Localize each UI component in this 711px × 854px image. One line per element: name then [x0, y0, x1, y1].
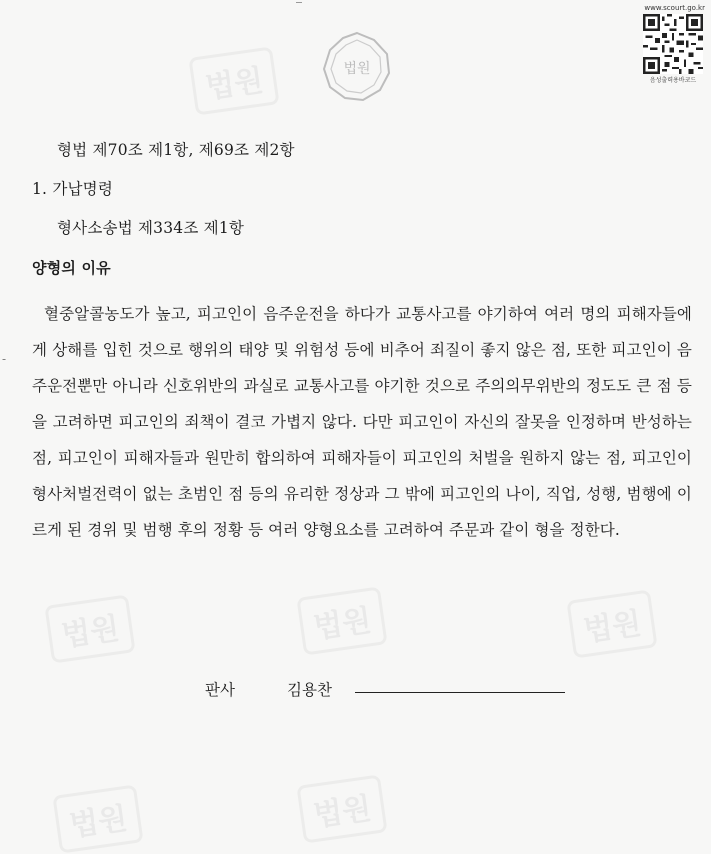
seal-text: 법원 [343, 61, 371, 77]
sentencing-reason-heading: 양형의 이유 [32, 259, 111, 277]
provisional-payment-heading: 1. 가납명령 [32, 180, 114, 198]
judge-name: 김용찬 [287, 681, 332, 699]
margin-mark: - [2, 352, 7, 366]
court-seal-icon [320, 30, 394, 104]
judge-title: 판사 [205, 681, 235, 699]
court-seal [320, 30, 394, 104]
court-watermark: 법원 [44, 594, 135, 663]
page-mark [296, 2, 302, 9]
sentencing-reason-paragraph [32, 296, 692, 548]
court-watermark: 법원 [566, 589, 657, 658]
law-reference-2: 형사소송법 제334조 제1항 [57, 219, 245, 237]
court-watermark: 법원 [52, 784, 143, 853]
qr-code-block [641, 4, 705, 84]
court-watermark: 법원 [188, 46, 279, 115]
law-reference-1: 형법 제70조 제1항, 제69조 제2항 [57, 141, 295, 159]
court-watermark: 법원 [296, 774, 387, 843]
paragraph-text: 혈중알콜농도가 높고, 피고인이 음주운전을 하다가 교통사고를 야기하여 여러 명의 피해자들에게 상해를 입힌 것으로 행위의 태양 및 위험성 등에 비추어 죄질이 좋지 않은 점, 또한 피고인이 음주운전뿐만 아니라 신호위반의 과실로 교통사고를 야기한 것으로 주의의무위반의 정도도 큰 점 등을 고려하면 피고인의 죄책이 결코 가볍지 않다. 다만 피고인이 자신의 잘못을 인정하며 반성하는 점, 피고인이 피해자들과 원만히 합의하여 피해자들이 피고인의 처벌을 원하지 않는 점, 피고인이 형사처벌전력이 없는 초범인 점 등의 유리한 정상과 그 밖에 피고인의 나이, 직업, 성행, 범행에 이르게 된 경위 및 범행 후의 정황 등 여러 양형요소를 고려하여 주문과 같이 형을 정한다. [32, 305, 692, 539]
signature-line [355, 692, 565, 693]
qr-caption: 음성출력용바코드 [649, 77, 697, 84]
qr-code-icon [643, 14, 703, 74]
court-watermark: 법원 [296, 586, 387, 655]
qr-url: www.scourt.go.kr [644, 4, 705, 12]
